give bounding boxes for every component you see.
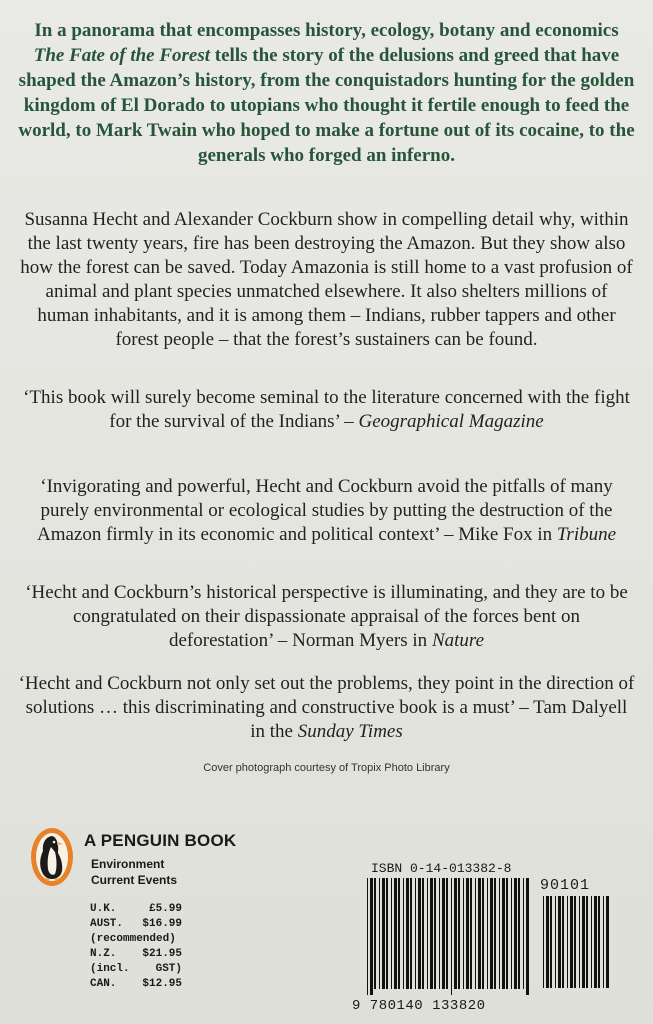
quote-source: Geographical Magazine (358, 411, 544, 432)
barcode-bar (470, 878, 472, 989)
review-quote-1: ‘This book will surely become seminal to the literature concerned with the fight for the survival of the Indians’ – Geographical Magazine (23, 387, 630, 432)
blurb-text-end: tells the story of the delusions and greed that have shaped the Amazon’s history, from the conquistadors hunting for the golden kingdom of El Dorado to utopians who thought it fertile enough to feed the world, to Mark Twain who hoped to make a fortune out of its cocaine, to the generals who forged an inferno. (18, 45, 635, 166)
price-row: (incl. GST) (90, 963, 182, 975)
barcode-bar (370, 878, 373, 995)
barcode-bar (570, 896, 573, 988)
barcode-bar (386, 878, 388, 989)
barcode-bar (391, 878, 392, 989)
barcode-bar (591, 896, 592, 988)
barcode-bar (463, 878, 464, 989)
price-row: CAN. $12.95 (90, 978, 182, 990)
barcode-bar (603, 896, 604, 988)
supplement-barcode-icon (542, 896, 612, 994)
barcode-bar (394, 878, 397, 989)
barcode-bar (574, 896, 576, 988)
barcode-bar (374, 878, 376, 989)
barcode-bar (367, 878, 368, 995)
penguin-logo-icon (30, 827, 74, 887)
barcode-bar (382, 878, 385, 989)
barcode-bar (398, 878, 400, 989)
barcode-bar (586, 896, 588, 988)
review-quote-2: ‘Invigorating and powerful, Hecht and Cockburn avoid the pitfalls of many purely environmental or ecological studies by putting the destruction of the Amazon firmly in its economic and political context’ – Mike Fox in Tribune (36, 476, 617, 545)
price-row: N.Z. $21.95 (90, 948, 182, 960)
price-row: U.K. £5.99 (90, 903, 182, 915)
barcode-bar (594, 896, 597, 988)
barcode-bar (514, 878, 517, 989)
barcode-bar (418, 878, 421, 989)
description-paragraph: Susanna Hecht and Alexander Cockburn show in compelling detail why, within the last twenty years, fire has been destroying the Amazon. But they show also how the forest can be saved. Today Amazonia is still home to a vast profusion of animal and plant species unmatched elsewhere. It also shelters millions of human inhabitants, and it is among them – Indians, rubber tappers and other forest people – that the forest’s sustainers can be found. (20, 209, 633, 350)
barcode-bar (526, 878, 529, 995)
barcode-bar (606, 896, 609, 988)
barcode-bar (466, 878, 469, 989)
blurb-paragraph (18, 18, 635, 168)
barcode-bar (567, 896, 568, 988)
barcode-bar (442, 878, 445, 989)
barcode-bar (506, 878, 508, 989)
barcode-bar (434, 878, 436, 989)
barcode-bar (439, 878, 440, 989)
barcode-bar (523, 878, 524, 989)
barcode-bar (451, 878, 452, 995)
price-list (90, 902, 182, 992)
barcode-bar (546, 896, 549, 988)
price-row: (recommended) (90, 933, 176, 945)
publisher-name: A PENGUIN BOOK (84, 831, 237, 850)
barcode-icon (366, 878, 532, 995)
barcode-bar (562, 896, 564, 988)
price-row: AUST. $16.99 (90, 918, 182, 930)
barcode-bar (490, 878, 493, 989)
barcode-bar (406, 878, 409, 989)
barcode-bar (454, 878, 457, 989)
barcode-bar (579, 896, 580, 988)
book-title-italic: The Fate of the Forest (33, 45, 211, 66)
barcode-bar (427, 878, 428, 989)
barcode-bar (422, 878, 424, 989)
quote-source: Tribune (556, 524, 617, 545)
barcode-bar (550, 896, 552, 988)
photo-credit: Cover photograph courtesy of Tropix Photo Library (203, 762, 450, 774)
blurb-text-start: In a panorama that encompasses history, ecology, botany and economics (34, 20, 619, 41)
quote-source: Sunday Times (297, 721, 403, 742)
barcode-bar (475, 878, 476, 989)
barcode-bar (379, 878, 380, 989)
category-current-events: Current Events (91, 873, 178, 887)
barcode-bar (410, 878, 412, 989)
barcode-bar (502, 878, 505, 989)
review-quote-4: ‘Hecht and Cockburn not only set out the problems, they point in the direction of solutions … this discriminating and constructive book is a must’ – Tam Dalyell in the Sunday Times (18, 673, 635, 742)
barcode-bar (511, 878, 512, 989)
isbn-number: ISBN 0-14-013382-8 (371, 861, 512, 876)
barcode-bar (582, 896, 585, 988)
barcode-bar (494, 878, 496, 989)
quote-source: Nature (431, 630, 485, 651)
barcode-bar (403, 878, 404, 989)
barcode-bar (487, 878, 488, 989)
barcode-bar (555, 896, 556, 988)
category-environment: Environment (91, 857, 165, 871)
barcode-supplement-number: 90101 (540, 877, 591, 894)
barcode-bar (415, 878, 416, 989)
barcode-bar (482, 878, 484, 989)
barcode-bar (499, 878, 500, 989)
ean-number: 9 780140 133820 (352, 998, 486, 1014)
barcode-bar (543, 896, 544, 988)
barcode-bar (598, 896, 600, 988)
review-quote-3: ‘Hecht and Cockburn’s historical perspective is illuminating, and they are to be congratulated on their dispassionate appraisal of the forces bent on deforestation’ – Norman Myers in Nature (25, 582, 628, 651)
barcode-bar (558, 896, 561, 988)
barcode-bar (478, 878, 481, 989)
barcode-bar (518, 878, 520, 989)
barcode-bar (458, 878, 460, 989)
barcode-bar (430, 878, 433, 989)
barcode-bar (446, 878, 448, 989)
